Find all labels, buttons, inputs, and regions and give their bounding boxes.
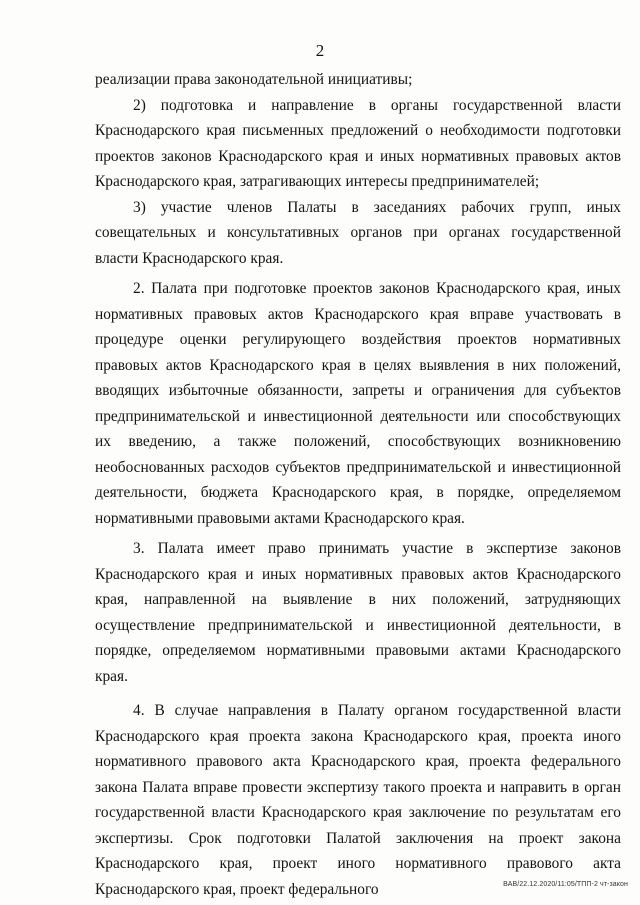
paragraph-item-3: 3) участие членов Палаты в заседаниях рабочих групп, иных совещательных и консультативных органов при органах государственной власти Краснодарского края. <box>95 198 621 267</box>
paragraph-clause-2: 2. Палата при подготовке проектов законов Краснодарского края, иных нормативных правовых актов Краснодарского края вправе участвовать в процедуре оценки регулирующего воздействия проектов нормативных правовых актов Краснодарского края в целях выявления в них положений, вводящих избыточные обязанности, запреты и ограничения для субъектов предпринимательской и инвестиционной деятельности или способствующих их введению, а также положений, способствующих возникновению необоснованных расходов субъектов предпринимательской и инвестиционной деятельности, бюджета Краснодарского края, в порядке, определяемом нормативными правовыми актами Краснодарского края. <box>95 280 621 527</box>
footer-document-code: ВАВ/22.12.2020/11:05/ТПП-2 чт-закон <box>503 881 628 888</box>
paragraph-continuation: реализации права законодательной инициативы; <box>95 71 413 88</box>
paragraph-item-2: 2) подготовка и направление в органы государственной власти Краснодарского края письменных предложений о необходимости подготовки проектов законов Краснодарского края и иных нормативных правовых актов Краснодарского края, затрагивающих интересы предпринимателей; <box>95 96 621 190</box>
page-number: 2 <box>315 41 325 60</box>
paragraph-clause-4: 4. В случае направления в Палату органом государственной власти Краснодарского края проекта закона Краснодарского края, проекта иного нормативного правового акта Краснодарского края, проекта федерального закона Палата вправе провести экспертизу такого проекта и направить в орган государственной власти Краснодарского края заключение по результатам его экспертизы. Срок подготовки Палатой заключения на проект закона Краснодарского края, проект иного нормативного правового акта Краснодарского края, проект федерального <box>95 702 621 898</box>
document-body <box>95 67 621 902</box>
paragraph-clause-3: 3. Палата имеет право принимать участие в экспертизе законов Краснодарского края и иных нормативных правовых актов Краснодарского края, направленной на выявление в них положений, затрудняющих осуществление предпринимательской и инвестиционной деятельности, в порядке, определяемом нормативными правовыми актами Краснодарского края. <box>95 540 621 685</box>
